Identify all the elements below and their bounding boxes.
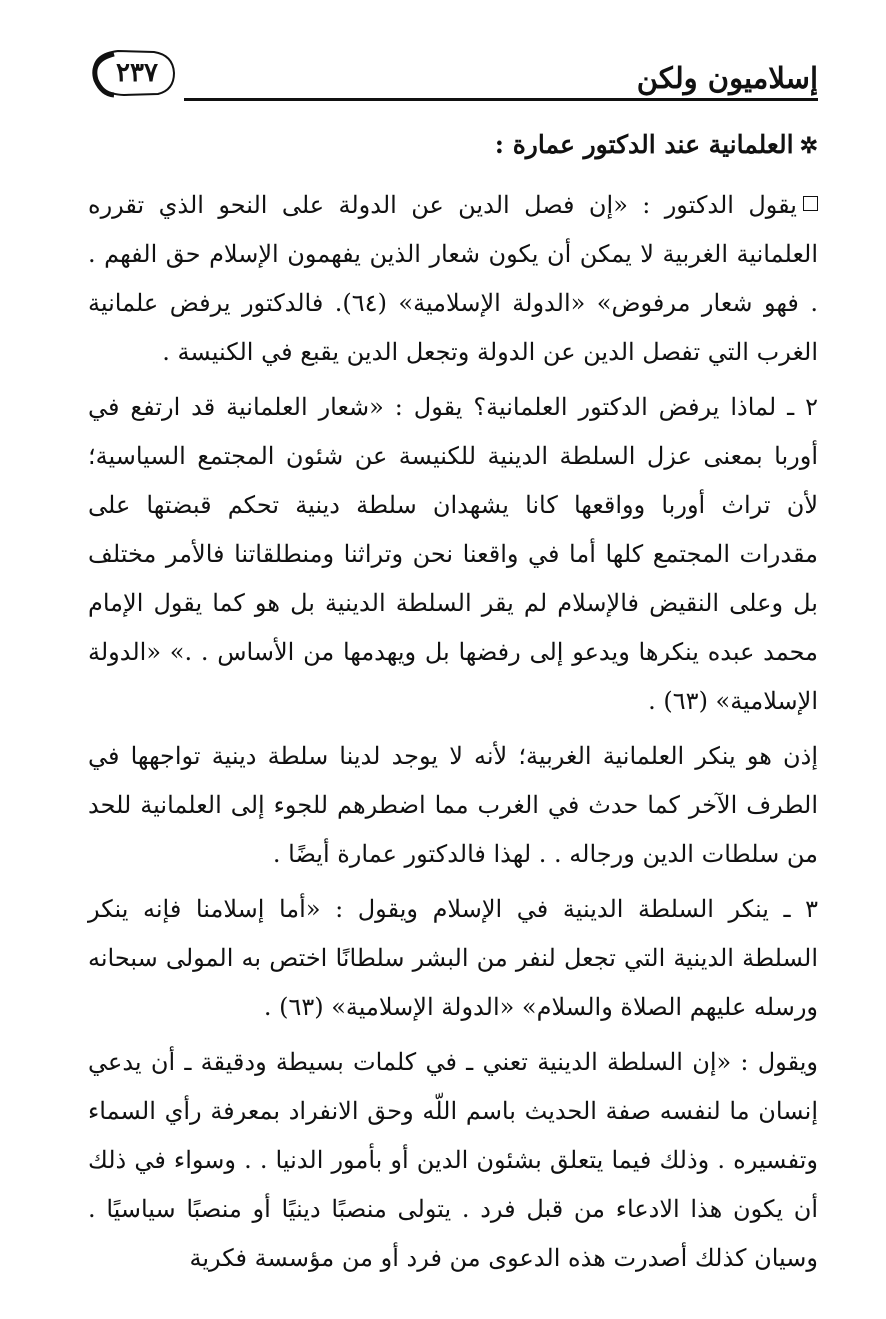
- paragraph-1: [88, 181, 818, 377]
- page-number-badge: [88, 48, 176, 98]
- paragraph-4: ٣ ـ ينكر السلطة الدينية في الإسلام ويقول : «أما إسلامنا فإنه ينكر السلطة الدينية التي تجعل لنفر من البشر سلطانًا اختص به المولى سبحانه ورسله عليهم الصلاة والسلام» «الدولة الإسلامية» (٦٣) .: [88, 895, 818, 1021]
- paragraph-3: إذن هو ينكر العلمانية الغربية؛ لأنه لا يوجد لدينا سلطة دينية تواجهها في الطرف الآخر كما حدث في الغرب مما اضطرهم للجوء إلى العلمانية للحد من سلطات الدين ورجاله . . لهذا فالدكتور عمارة أيضًا .: [88, 742, 818, 868]
- paragraph-5: ويقول : «إن السلطة الدينية تعني ـ في كلمات بسيطة ودقيقة ـ أن يدعي إنسان ما لنفسه صفة الحديث باسم اللّه وحق الانفراد بمعرفة رأي السماء وتفسيره . وذلك فيما يتعلق بشئون الدين أو بأمور الدنيا . . وسواء في ذلك أن يكون هذا الادعاء من قبل فرد . يتولى منصبًا دينيًا أو منصبًا سياسيًا . وسيان كذلك أصدرت هذه الدعوى من فرد أو من مؤسسة فكرية: [88, 1048, 818, 1272]
- star-bullet-icon: ✲: [799, 133, 818, 159]
- page-header: [88, 40, 818, 104]
- box-bullet-icon: [803, 196, 818, 211]
- page-number: ٢٣٧: [116, 58, 158, 88]
- running-title: إسلاميون ولكن: [636, 61, 818, 95]
- header-rule: [184, 98, 818, 101]
- paragraph-2: ٢ ـ لماذا يرفض الدكتور العلمانية؟ يقول : «شعار العلمانية قد ارتفع في أوربا بمعنى عزل السلطة الدينية للكنيسة عن شئون المجتمع السياسية؛ لأن تراث أوربا وواقعها كانا يشهدان سلطة دينية تحكم قبضتها على مقدرات المجتمع كلها أما في واقعنا نحن وتراثنا ومنطلقاتنا فالأمر مختلف بل وعلى النقيض فالإسلام لم يقر السلطة الدينية بل هو كما يقول الإمام محمد عبده ينكرها ويدعو إلى رفضها بل ويهدمها من الأساس . .» «الدولة الإسلامية» (٦٣) .: [88, 393, 818, 715]
- paragraph-1-text: يقول الدكتور : «إن فصل الدين عن الدولة على النحو الذي تقرره العلمانية الغربية لا يمكن أن يكون شعار الذين يفهمون الإسلام حق الفهم . . فهو شعار مرفوض» «الدولة الإسلامية» (٦٤). فالدكتور يرفض علمانية الغرب التي تفصل الدين عن الدولة وتجعل الدين يقبع في الكنيسة .: [88, 191, 818, 366]
- page-body: [88, 120, 818, 1289]
- section-heading-text: العلمانية عند الدكتور عمارة :: [494, 130, 794, 159]
- section-heading: [88, 120, 818, 171]
